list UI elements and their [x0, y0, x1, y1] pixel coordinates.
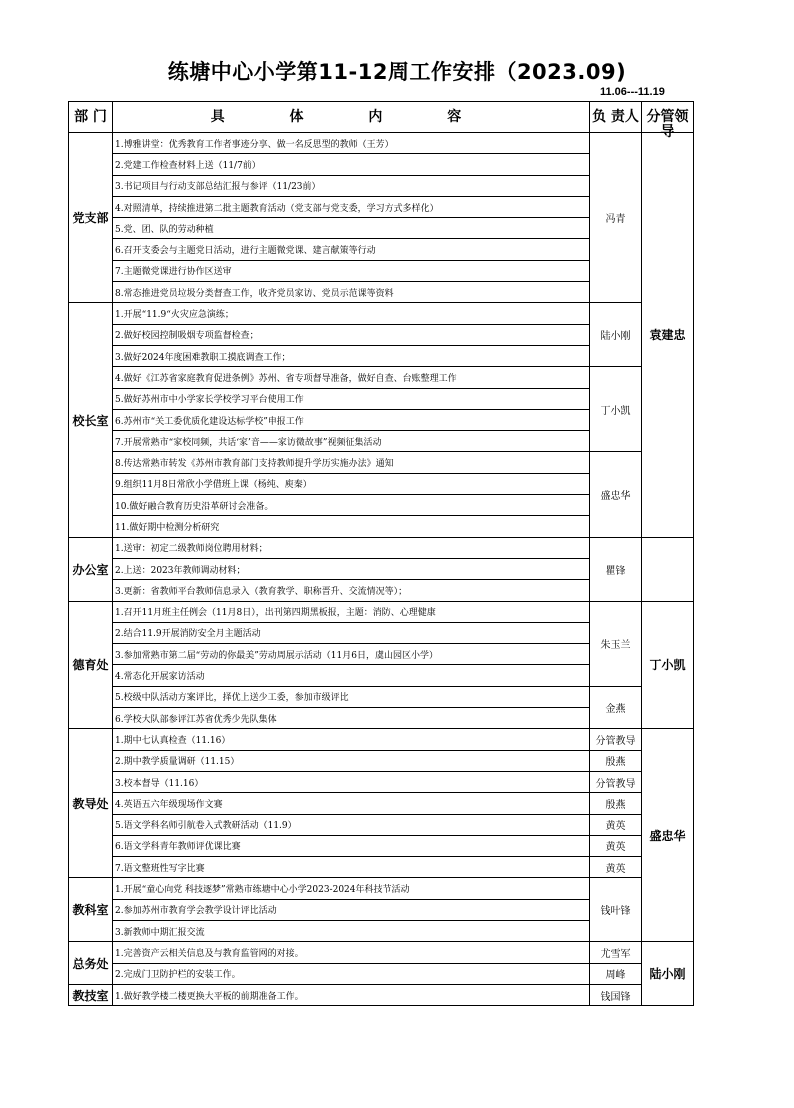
task-cell: 3.校本督导（11.16） — [113, 771, 590, 792]
owner-cell: 丁小凯 — [590, 367, 642, 452]
owner-cell: 周峰 — [590, 963, 642, 984]
owner-cell: 黄英 — [590, 835, 642, 856]
leader-cell: 陆小刚 — [642, 942, 694, 1006]
table-row — [69, 133, 694, 154]
owner-cell: 分管教导 — [590, 729, 642, 750]
date-range: 11.06---11.19 — [600, 86, 665, 98]
owner-cell: 瞿锋 — [590, 537, 642, 601]
owner-cell: 黄英 — [590, 814, 642, 835]
task-cell: 5.做好苏州市中小学家长学校学习平台使用工作 — [113, 388, 590, 409]
header-leader: 分管领导 — [642, 102, 694, 133]
table-row — [69, 686, 694, 707]
page-title: 练塘中心小学第11-12周工作安排（2023.09) — [167, 60, 627, 84]
table-row — [69, 878, 694, 899]
task-cell: 2.党建工作检查材料上送（11/7前） — [113, 154, 590, 175]
task-cell: 4.英语五六年级现场作文赛 — [113, 793, 590, 814]
task-cell: 1.开展“童心向党 科技逐梦”常熟市练塘中心小学2023-2024年科技节活动 — [113, 878, 590, 899]
task-cell: 6.召开支委会与主题党日活动，进行主题微党课、建言献策等行动 — [113, 239, 590, 260]
task-cell: 1.送审：初定二级教师岗位聘用材料； — [113, 537, 590, 558]
header-dept: 部 门 — [69, 102, 113, 133]
owner-cell: 黄英 — [590, 857, 642, 878]
task-cell: 3.新教师中期汇报交流 — [113, 920, 590, 941]
dept-cell: 总务处 — [69, 942, 113, 985]
owner-cell: 钱国锋 — [590, 984, 642, 1005]
owner-cell: 盛忠华 — [590, 452, 642, 537]
dept-cell: 教科室 — [69, 878, 113, 942]
dept-cell: 党支部 — [69, 133, 113, 303]
task-cell: 2.结合11.9开展消防安全月主题活动 — [113, 622, 590, 643]
task-cell: 7.语文整班性写字比赛 — [113, 857, 590, 878]
task-cell: 4.做好《江苏省家庭教育促进条例》苏州、省专项督导准备，做好自查、台账整理工作 — [113, 367, 590, 388]
table-row — [69, 729, 694, 750]
dept-cell: 教技室 — [69, 984, 113, 1005]
task-cell: 2.上送：2023年教师调动材料； — [113, 558, 590, 579]
owner-cell: 钱叶锋 — [590, 878, 642, 942]
table-row — [69, 835, 694, 856]
task-cell: 3.更新：省教师平台教师信息录入（教育教学、职称晋升、交流情况等）； — [113, 580, 590, 601]
task-cell: 11.做好期中检测分析研究 — [113, 516, 590, 537]
task-cell: 7.主题微党课进行协作区送审 — [113, 260, 590, 281]
task-cell: 10.做好融合教育历史沿革研讨会准备。 — [113, 495, 590, 516]
task-cell: 4.常态化开展家访活动 — [113, 665, 590, 686]
table-row — [69, 963, 694, 984]
owner-cell: 金燕 — [590, 686, 642, 729]
dept-cell: 办公室 — [69, 537, 113, 601]
table-row — [69, 771, 694, 792]
table-row — [69, 303, 694, 324]
owner-cell: 陆小刚 — [590, 303, 642, 367]
task-cell: 1.博雅讲堂：优秀教育工作者事迹分享、做一名反思型的教师（王芳） — [113, 133, 590, 154]
table-row — [69, 452, 694, 473]
dept-cell: 校长室 — [69, 303, 113, 537]
table-row — [69, 750, 694, 771]
task-cell: 3.做好2024年度困难教职工摸底调查工作； — [113, 345, 590, 366]
table-row — [69, 537, 694, 558]
task-cell: 6.学校大队部参评江苏省优秀少先队集体 — [113, 708, 590, 729]
table-row — [69, 984, 694, 1005]
task-cell: 1.开展“11.9“火灾应急演练； — [113, 303, 590, 324]
header-row — [69, 102, 694, 133]
task-cell: 6.语文学科青年教师评优课比赛 — [113, 835, 590, 856]
task-cell: 1.期中七认真检查（11.16） — [113, 729, 590, 750]
task-cell: 5.语文学科名师引航卷入式教研活动（11.9） — [113, 814, 590, 835]
task-cell: 7.开展常熟市“家校同频，共话‘家’音——家访微故事”视频征集活动 — [113, 431, 590, 452]
task-cell: 8.传达常熟市转发《苏州市教育部门支持教师提升学历实施办法》通知 — [113, 452, 590, 473]
task-cell: 5.党、团、队的劳动种植 — [113, 218, 590, 239]
task-cell: 2.参加苏州市教育学会教学设计评比活动 — [113, 899, 590, 920]
leader-cell: 丁小凯 — [642, 601, 694, 729]
task-cell: 2.完成门卫防护栏的安装工作。 — [113, 963, 590, 984]
task-cell: 8.常态推进党员垃圾分类督查工作，收齐党员家访、党员示范课等资料 — [113, 282, 590, 303]
table-row — [69, 857, 694, 878]
task-cell: 1.做好教学楼二楼更换大平板的前期准备工作。 — [113, 984, 590, 1005]
task-cell: 3.书记项目与行动支部总结汇报与参评（11/23前） — [113, 175, 590, 196]
table-row — [69, 601, 694, 622]
task-cell: 1.完善资产云相关信息及与教育监管网的对接。 — [113, 942, 590, 963]
task-cell: 1.召开11月班主任例会（11月8日），出刊第四期黑板报，主题：消防、心理健康 — [113, 601, 590, 622]
task-cell: 5.校级中队活动方案评比，择优上送少工委，参加市级评比 — [113, 686, 590, 707]
table-row — [69, 793, 694, 814]
dept-cell: 德育处 — [69, 601, 113, 729]
header-content: 具 体 内 容 — [113, 102, 590, 133]
leader-cell-empty — [642, 537, 694, 601]
table-row — [69, 367, 694, 388]
header-owner: 负 责人 — [590, 102, 642, 133]
owner-cell: 殷燕 — [590, 750, 642, 771]
table-row — [69, 942, 694, 963]
leader-cell: 盛忠华 — [642, 729, 694, 942]
task-cell: 4.对照清单，持续推进第二批主题教育活动（党支部与党支委，学习方式多样化） — [113, 196, 590, 217]
schedule-table — [68, 101, 694, 1006]
owner-cell: 朱玉兰 — [590, 601, 642, 686]
owner-cell: 冯青 — [590, 133, 642, 303]
owner-cell: 尤雪军 — [590, 942, 642, 963]
table-row — [69, 814, 694, 835]
task-cell: 9.组织11月8日常欣小学借班上课（杨纯、庾秦） — [113, 473, 590, 494]
task-cell: 3.参加常熟市第二届“劳动的你最美”劳动周展示活动（11月6日，虞山园区小学） — [113, 644, 590, 665]
leader-cell: 袁建忠 — [642, 133, 694, 538]
dept-cell: 教导处 — [69, 729, 113, 878]
task-cell: 2.做好校园控制吸烟专项监督检查； — [113, 324, 590, 345]
owner-cell: 殷燕 — [590, 793, 642, 814]
task-cell: 2.期中教学质量调研（11.15） — [113, 750, 590, 771]
owner-cell: 分管教导 — [590, 771, 642, 792]
task-cell: 6.苏州市“关工委优质化建设达标学校”申报工作 — [113, 409, 590, 430]
